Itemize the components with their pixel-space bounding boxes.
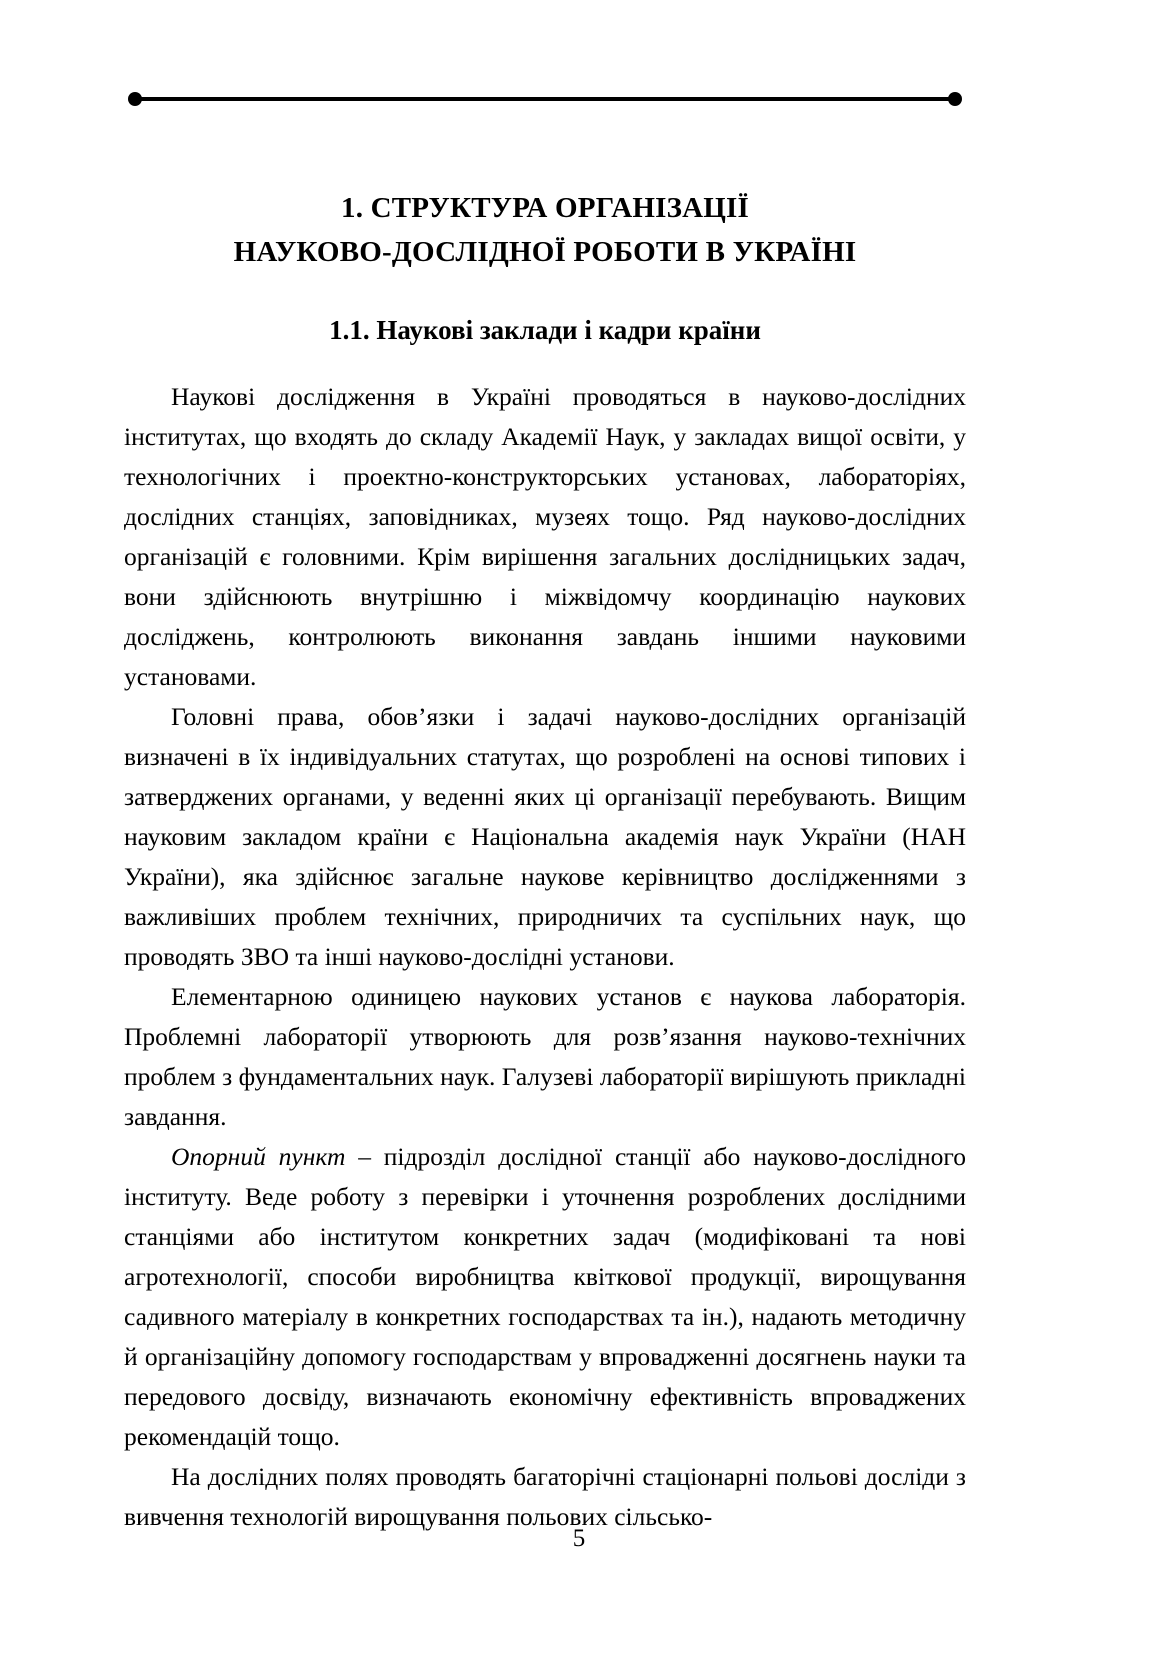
paragraph-4 xyxy=(124,1137,966,1457)
page-title-line-2: НАУКОВО-ДОСЛІДНОЇ РОБОТИ В УКРАЇНІ xyxy=(233,236,857,268)
defined-term: Опорний пункт xyxy=(171,1142,346,1171)
header-dot-right-icon xyxy=(948,92,962,106)
page-content xyxy=(124,186,966,1537)
body-text xyxy=(124,377,966,1537)
paragraph-4-text: – підрозділ дослідної станції або науково-дослідного інституту. Веде роботу з перевірки і уточнення розроблених дослідними станціями або інститутом конкретних задач (модифіковані та нові агротехнології, способи виробництва квіткової продукції, вирощування садивного матеріалу в конкретних господарствах та ін.), надають методичну й організаційну допомогу господарствам у впровадженні досягнень науки та передового досвіду, визначають економічну ефективність впроваджених рекомендацій тощо. xyxy=(124,1142,966,1451)
page-header-ornament xyxy=(128,92,962,106)
paragraph-2: Головні права, обов’язки і задачі науково-дослідних організацій визначені в їх індивідуальних статутах, що розроблені на основі типових і затверджених органами, у веденні яких ці організації перебувають. Вищим науковим закладом країни є Національна академія наук України (НАН України), яка здійснює загальне наукове керівництво дослідженнями з важливіших проблем технічних, природничих та суспільних наук, що проводять ЗВО та інші науково-дослідні установи. xyxy=(124,702,966,971)
page-number: 5 xyxy=(572,1525,586,1552)
section-heading: 1.1. Наукові заклади і кадри країни xyxy=(329,315,761,345)
paragraph-3: Елементарною одиницею наукових установ є наукова лабораторія. Проблемні лабораторії утворюють для розв’язання науково-технічних проблем з фундаментальних наук. Галузеві лабораторії вирішують прикладні завдання. xyxy=(124,982,966,1131)
page-title-line-1: 1. СТРУКТУРА ОРГАНІЗАЦІЇ xyxy=(341,192,749,224)
page-title xyxy=(124,186,966,274)
paragraph-5: На дослідних полях проводять багаторічні стаціонарні польові досліди з вивчення технологій вирощування польових сільсько- xyxy=(124,1462,966,1531)
paragraph-1: Наукові дослідження в Україні проводяться в науково-дослідних інститутах, що входять до складу Академії Наук, у закладах вищої освіти, у технологічних і проектно-конструкторських установах, лабораторіях, дослідних станціях, заповідниках, музеях тощо. Ряд науково-дослідних організацій є головними. Крім вирішення загальних дослідницьких задач, вони здійснюють внутрішню і міжвідомчу координацію наукових досліджень, контролюють виконання завдань іншими науковими установами. xyxy=(124,382,966,691)
header-rule-line xyxy=(134,97,956,101)
